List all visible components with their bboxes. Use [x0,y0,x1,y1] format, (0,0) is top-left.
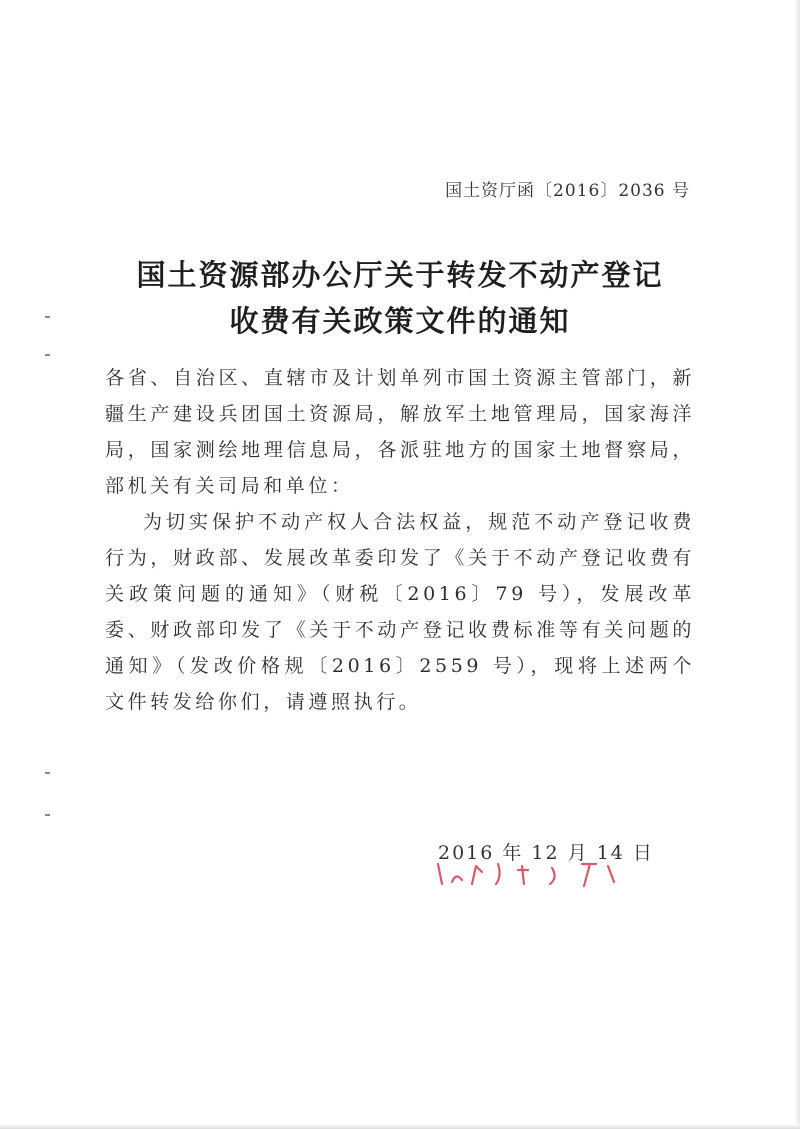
title-line-2: 收费有关政策文件的通知 [229,304,571,338]
margin-mark [45,354,50,356]
document-number: 国土资厅函〔2016〕2036 号 [445,181,690,201]
document-body [105,360,695,720]
scan-edge-bottom [0,1124,800,1129]
issue-date: 2016 年 12 月 14 日 [438,842,654,864]
body-paragraph: 为切实保护不动产权人合法权益，规范不动产登记收费行为，财政部、发展改革委印发了《关于不动产登记收费有关政策问题的通知》（财税〔2016〕79 号），发展改革委、财政部印发了《关于不动产登记收费标准等有关问题的通知》（发改价格规〔2016〕2559 号），现将上述两个文件转发给你们，请遵照执行。 [105,511,695,713]
title-line-1: 国土资源部办公厅关于转发不动产登记 [136,258,664,292]
margin-mark [45,814,50,816]
document-title [0,252,800,344]
addressee-paragraph: 各省、自治区、直辖市及计划单列市国土资源主管部门，新疆生产建设兵团国土资源局，解放军土地管理局，国家海洋局，国家测绘地理信息局，各派驻地方的国家土地督察局，部机关有关司局和单位： [105,367,695,497]
seal-stamp-trace [432,858,622,888]
scan-edge-right [794,0,800,1129]
margin-mark [45,772,50,774]
